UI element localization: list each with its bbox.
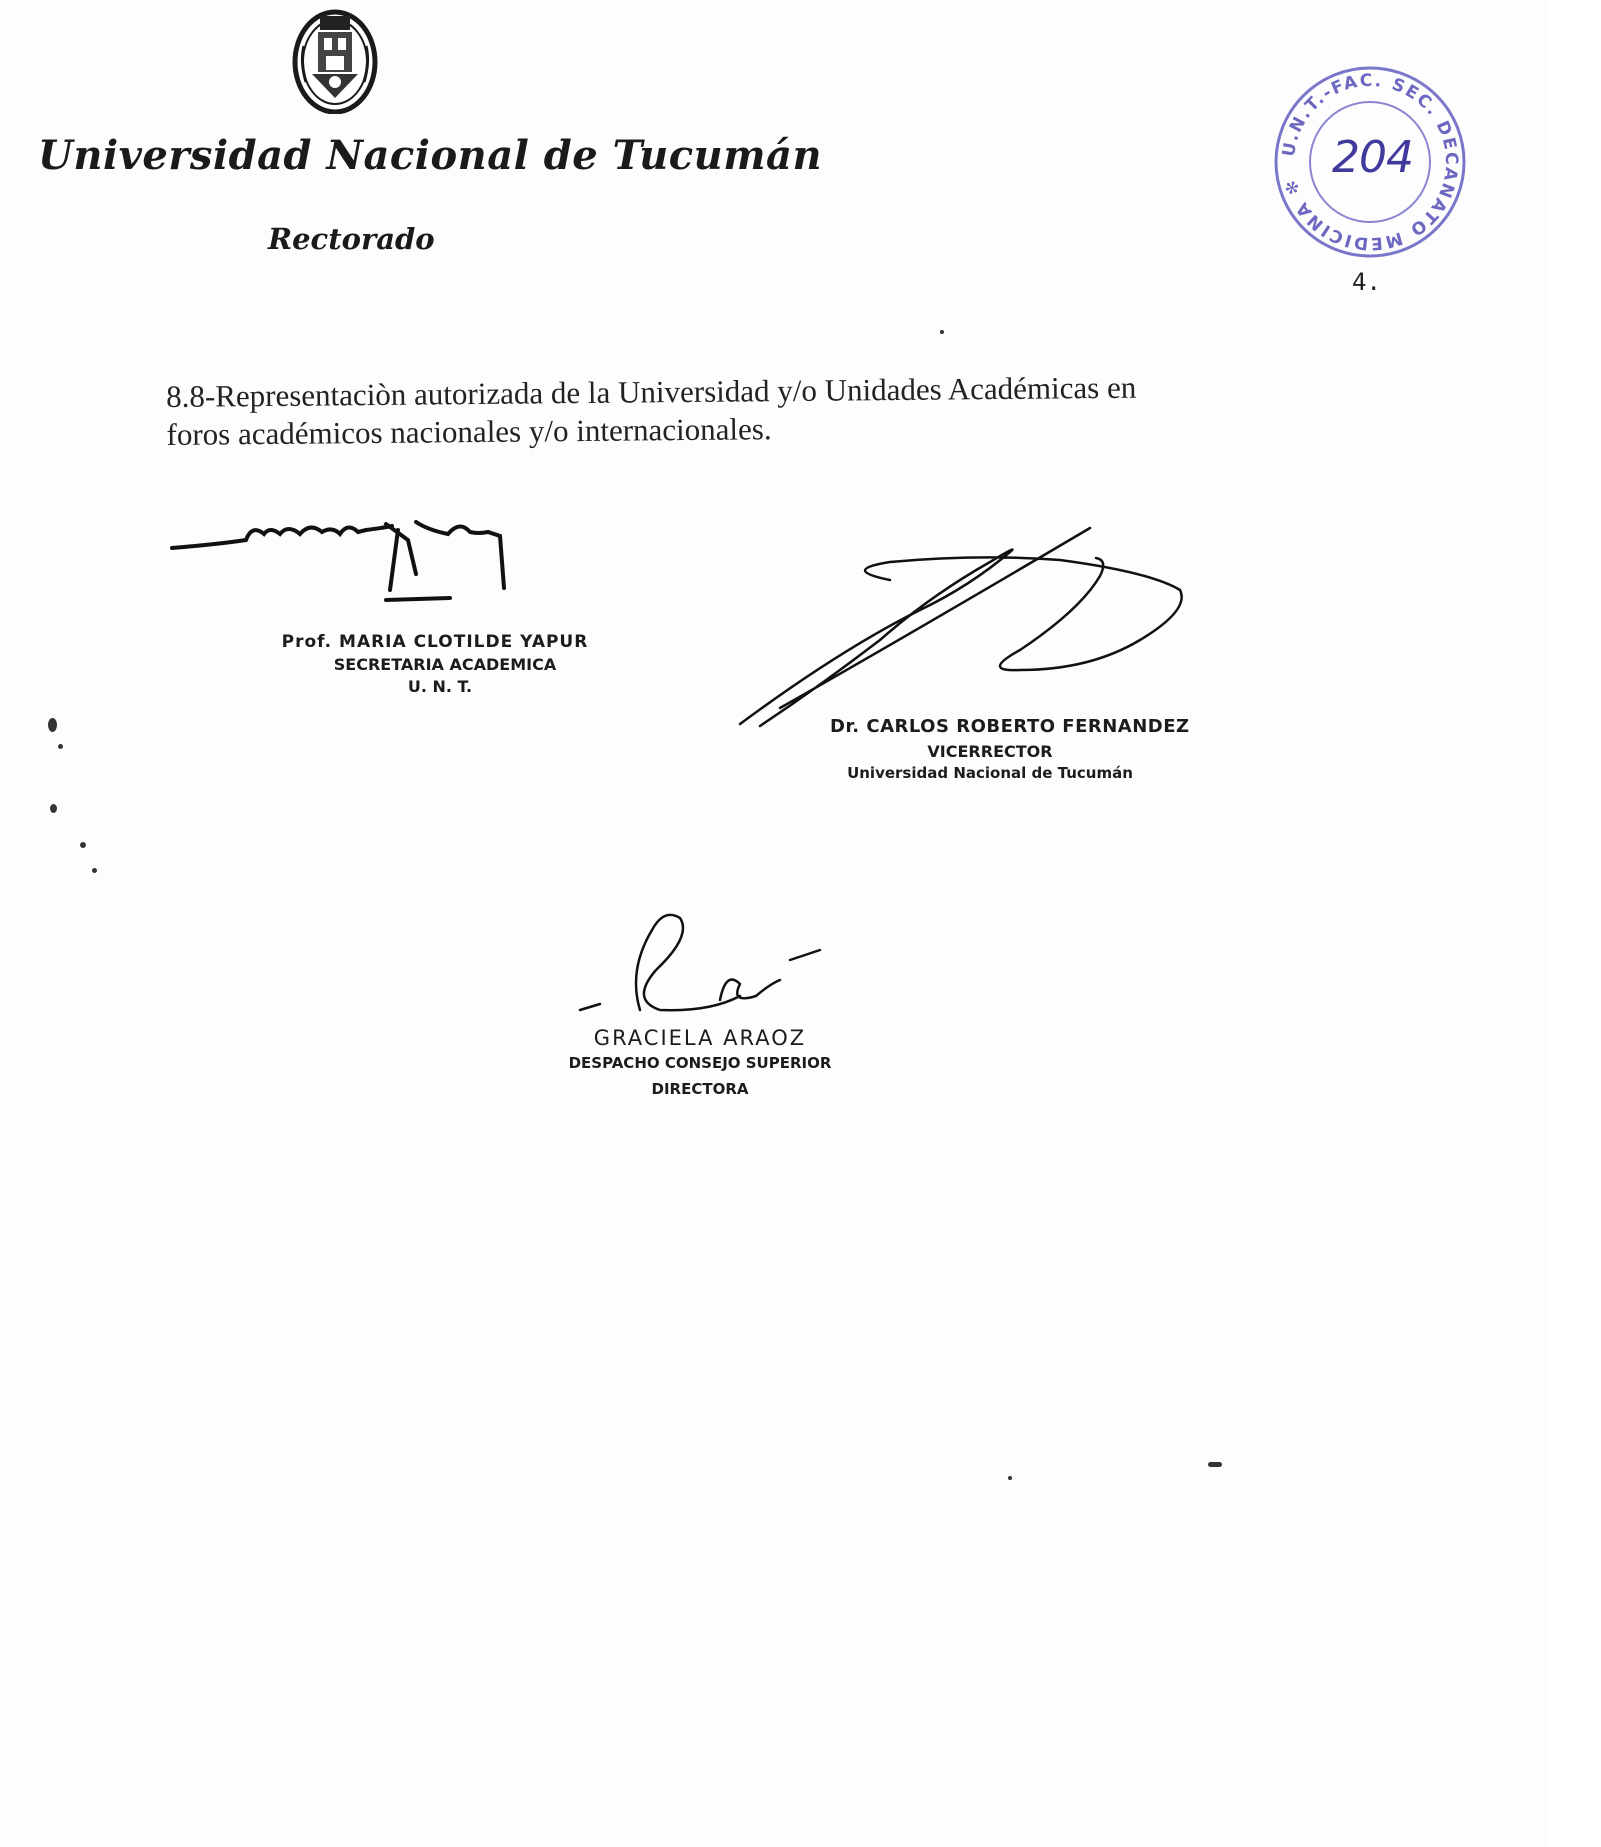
item-line-2: foros académicos nacionales y/o internacionales. [166,411,772,452]
resolution-item [166,367,1347,454]
scan-speck [940,330,944,334]
page-number: 4. [1352,268,1381,296]
signatory-institution-fernandez: Universidad Nacional de Tucumán [847,764,1133,782]
scan-speck [1208,1462,1222,1467]
scan-speck [48,718,57,732]
scan-speck [80,842,86,848]
signatory-role-araoz: DIRECTORA [651,1080,749,1098]
page-edge [1548,0,1601,1847]
signatory-institution-yapur: U. N. T. [407,677,473,696]
signatory-name-fernandez: Dr. CARLOS ROBERTO FERNANDEZ [830,716,1190,737]
handwritten-signature-araoz [540,900,860,1030]
institution-name: Universidad Nacional de Tucumán [38,132,823,179]
scan-speck [58,744,63,749]
item-line-1: 8.8-Representaciòn autorizada de la Universidad y/o Unidades Académicas en [166,369,1137,414]
signatory-title-yapur: SECRETARIA ACADEMICA [333,655,557,674]
stamp-ring-text: U.N.T.-FAC. SEC. DECANATO MEDICINA ✻ [1278,70,1462,254]
signature-block-fernandez [720,500,1220,800]
office-name: Rectorado [268,222,435,256]
handwritten-signature-fernandez [720,500,1190,740]
university-crest-icon [290,6,380,114]
scan-speck [50,804,57,813]
stamp-handwritten-number: 204 [1332,132,1413,183]
signature-block-yapur [160,500,620,720]
signatory-title-fernandez: VICERRECTOR [927,742,1053,761]
signatory-name-yapur: Prof. MARIA CLOTILDE YAPUR [281,632,589,652]
scan-speck [92,868,97,873]
signature-block-araoz [540,900,880,1120]
signatory-name-araoz: GRACIELA ARAOZ [593,1026,807,1050]
scan-speck [1008,1476,1012,1480]
handwritten-signature-yapur [160,500,580,630]
signatory-title-araoz: DESPACHO CONSEJO SUPERIOR [568,1054,832,1072]
